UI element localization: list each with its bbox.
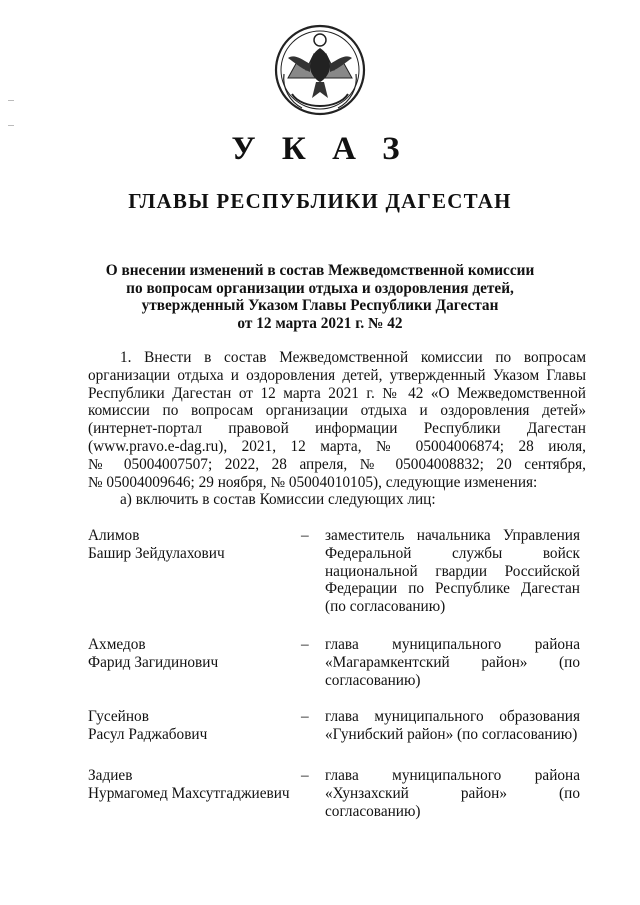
position-line: глава муниципального образования xyxy=(325,708,580,725)
margin-mark xyxy=(8,125,14,126)
paragraph-line: № 05004007507; 2022, 28 апреля, № 05004008832; 20 сентября, xyxy=(88,455,586,473)
member-given-names: Нурмагомед Махсутгаджиевич xyxy=(88,784,290,802)
member-name xyxy=(88,708,303,744)
margin-mark xyxy=(8,100,14,101)
page-subtitle: ГЛАВЫ РЕСПУБЛИКИ ДАГЕСТАН xyxy=(128,189,512,213)
member-dash: – xyxy=(301,636,309,653)
position-line: согласованию) xyxy=(325,802,421,820)
position-line: «Хунзахский район» (по xyxy=(325,784,580,802)
position-line: национальной гвардии Российской xyxy=(325,562,580,580)
member-given-names: Фарид Загидинович xyxy=(88,653,219,671)
heading-line: утвержденный Указом Главы Республики Дагестан xyxy=(141,297,499,314)
member-dash: – xyxy=(301,767,309,784)
member-position xyxy=(325,767,580,820)
member-position xyxy=(325,527,580,616)
member-surname: Гусейнов xyxy=(88,708,149,725)
member-name xyxy=(88,767,303,803)
member-surname: Задиев xyxy=(88,767,133,784)
member-given-names: Башир Зейдулахович xyxy=(88,544,225,562)
member-name xyxy=(88,527,303,563)
position-line: глава муниципального района xyxy=(325,636,580,653)
position-line: согласованию) xyxy=(325,671,421,689)
page-title: У К А З xyxy=(231,131,409,167)
member-position xyxy=(325,636,580,689)
position-line: Федерации по Республике Дагестан xyxy=(325,580,580,598)
paragraph-line: организации отдыха и оздоровления детей, утвержденный Указом Главы xyxy=(88,366,586,384)
paragraph-line: № 05004009646; 29 ноября, № 05004010105), следующие изменения: xyxy=(88,473,538,491)
member-position xyxy=(325,708,580,744)
decree-heading xyxy=(70,262,570,332)
position-line: Федеральной службы войск xyxy=(325,544,580,562)
heading-line: по вопросам организации отдыха и оздоровления детей, xyxy=(126,279,514,297)
paragraph-line: 1. Внести в состав Межведомственной комиссии по вопросам xyxy=(120,349,586,366)
position-line: (по согласованию) xyxy=(325,598,446,616)
heading-line: от 12 марта 2021 г. № 42 xyxy=(237,314,403,332)
position-line: глава муниципального района xyxy=(325,767,580,784)
member-dash: – xyxy=(301,708,309,725)
position-line: заместитель начальника Управления xyxy=(325,527,580,544)
paragraph-line: (www.pravo.e-dag.ru), 2021, 12 марта, № 05004006874; 28 июля, xyxy=(88,437,586,455)
paragraph-line: Республики Дагестан от 12 марта 2021 г. № 42 «О Межведомственной xyxy=(88,384,586,402)
paragraph-1 xyxy=(88,349,586,509)
member-dash: – xyxy=(301,527,309,544)
dagestan-coat-of-arms-icon xyxy=(270,18,370,118)
paragraph-line: (интернет-портал правовой информации Республики Дагестан xyxy=(88,420,586,438)
member-name xyxy=(88,636,303,672)
member-surname: Алимов xyxy=(88,527,140,544)
paragraph-line: комиссии по вопросам организации отдыха и оздоровления детей» xyxy=(88,402,586,420)
subitem-a: а) включить в состав Комиссии следующих лиц: xyxy=(120,491,436,509)
position-line: «Магарамкентский район» (по xyxy=(325,653,580,671)
position-line: «Гунибский район» (по согласованию) xyxy=(325,725,578,743)
heading-line: О внесении изменений в состав Межведомственной комиссии xyxy=(105,262,535,279)
member-given-names: Расул Раджабович xyxy=(88,725,208,743)
member-surname: Ахмедов xyxy=(88,636,146,653)
